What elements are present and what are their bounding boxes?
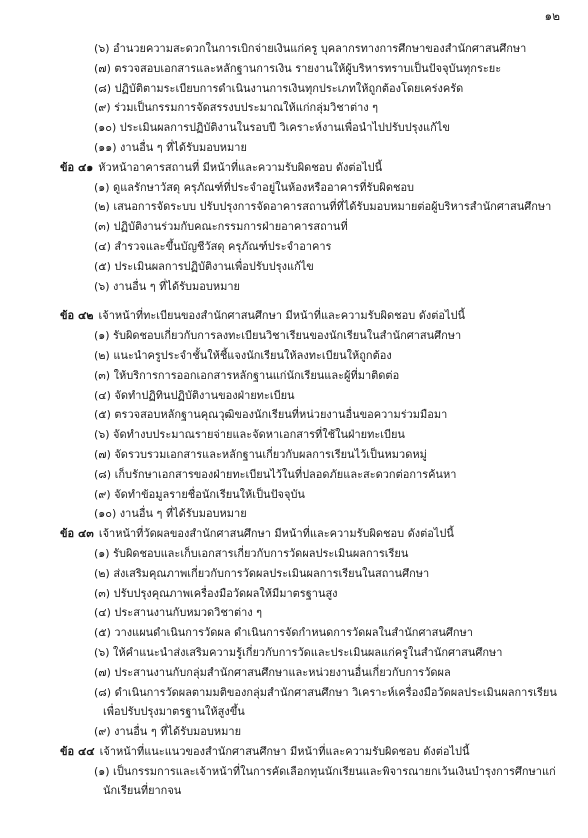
article-heading-line — [0, 524, 588, 544]
article-number: ข้อ ๔๓ — [60, 527, 94, 541]
list-item: (๕) วางแผนดำเนินการวัดผล ดำเนินการจัดกำหนดการวัดผลในสำนักศาสนศึกษา — [94, 626, 473, 640]
list-item: (๗) ประสานงานกับกลุ่มสำนักศาสนศึกษาและหน่วยงานอื่นเกี่ยวกับการวัดผล — [94, 665, 451, 679]
list-item: (๘) ปฏิบัติตามระเบียบการดำเนินงานการเงินทุกประเภทให้ถูกต้องโดยเคร่งครัด — [94, 81, 464, 95]
list-item: (๑๑) งานอื่น ๆ ที่ได้รับมอบหมาย — [94, 140, 247, 154]
article-heading-line — [0, 158, 588, 178]
list-item: (๒) แนะนำครูประจำชั้นให้ชี้แจงนักเรียนให้ลงทะเบียนให้ถูกต้อง — [94, 348, 392, 362]
list-item: (๑๐) งานอื่น ๆ ที่ได้รับมอบหมาย — [94, 507, 247, 521]
list-item: (๙) ร่วมเป็นกรรมการจัดสรรงบประมาณให้แก่กลุ่มวิชาต่าง ๆ — [94, 101, 379, 115]
list-item: (๒) ส่งเสริมคุณภาพเกี่ยวกับการวัดผลประเมินผลการเรียนในสถานศึกษา — [94, 566, 430, 580]
list-item: (๔) สำรวจและขึ้นบัญชีวัสดุ ครุภัณฑ์ประจำอาคาร — [94, 239, 332, 253]
list-item: (๗) จัดรวบรวมเอกสารและหลักฐานเกี่ยวกับผลการเรียนไว้เป็นหมวดหมู่ — [94, 447, 427, 461]
article-heading-line — [0, 742, 588, 762]
list-item: (๙) งานอื่น ๆ ที่ได้รับมอบหมาย — [94, 725, 242, 739]
list-item: (๓) ปฏิบัติงานร่วมกับคณะกรรมการฝ่ายอาคารสถานที่ — [94, 220, 348, 234]
list-item: (๒) เสนอการจัดระบบ ปรับปรุงการจัดอาคารสถานที่ที่ได้รับมอบหมายต่อผู้บริหารสำนักศาสนศึกษา — [94, 200, 552, 214]
list-item: (๑) รับผิดชอบเกี่ยวกับการลงทะเบียนวิชาเรียนของนักเรียนในสำนักศาสนศึกษา — [94, 329, 462, 343]
list-item: (๔) จัดทำปฏิทินปฏิบัติงานของฝ่ายทะเบียน — [94, 388, 295, 402]
list-item: (๑) รับผิดชอบและเก็บเอกสารเกี่ยวกับการวัดผลประเมินผลการเรียน — [94, 546, 409, 560]
article-title: หัวหน้าอาคารสถานที่ มีหน้าที่และความรับผิดชอบ ดังต่อไปนี้ — [98, 160, 383, 174]
page-number: ๑๒ — [544, 9, 560, 23]
section-spacer — [0, 296, 588, 306]
list-item: (๖) อำนวยความสะดวกในการเบิกจ่ายเงินแก่ครู บุคลากรทางการศึกษาของสำนักศาสนศึกษา — [94, 42, 527, 55]
list-item-continuation: นักเรียนที่ยากจน — [103, 784, 182, 798]
article-number: ข้อ ๔๔ — [60, 744, 95, 758]
list-item: (๓) ให้บริการการออกเอกสารหลักฐานแก่นักเรียนและผู้ที่มาติดต่อ — [94, 368, 400, 382]
list-item: (๓) ปรับปรุงคุณภาพเครื่องมือวัดผลให้มีมาตรฐานสูง — [94, 586, 338, 600]
list-item: (๗) ตรวจสอบเอกสารและหลักฐานการเงิน รายงานให้ผู้บริหารทราบเป็นปัจจุบันทุกระยะ — [94, 61, 502, 75]
list-item: (๔) ประสานงานกับหมวดวิชาต่าง ๆ — [94, 606, 263, 620]
article-number: ข้อ ๔๒ — [60, 309, 94, 323]
list-item: (๕) ประเมินผลการปฏิบัติงานเพื่อปรับปรุงแก้ไข — [94, 259, 314, 273]
list-item: (๘) เก็บรักษาเอกสารของฝ่ายทะเบียนไว้ในที่ปลอดภัยและสะดวกต่อการค้นหา — [94, 467, 457, 481]
list-item: (๘) ดำเนินการวัดผลตามมติของกลุ่มสำนักศาสนศึกษา วิเคราะห์เครื่องมือวัดผลประเมินผลการเรียน — [94, 685, 557, 699]
article-heading-line — [0, 306, 588, 326]
article-title: เจ้าหน้าที่ทะเบียนของสำนักศาสนศึกษา มีหน้าที่และความรับผิดชอบ ดังต่อไปนี้ — [98, 309, 466, 323]
list-item: (๖) จัดทำงบประมาณรายจ่ายและจัดหาเอกสารที่ใช้ในฝ่ายทะเบียน — [94, 428, 405, 442]
list-item-continuation: เพื่อปรับปรุงมาตรฐานให้สูงขึ้น — [103, 705, 245, 719]
list-item: (๙) จัดทำข้อมูลรายชื่อนักเรียนให้เป็นปัจจุบัน — [94, 487, 305, 501]
article-number: ข้อ ๔๑ — [60, 160, 94, 174]
list-item: (๑) เป็นกรรมการและเจ้าหน้าที่ในการคัดเลือกทุนนักเรียนและพิจารณายกเว้นเงินบำรุงการศึกษาแก่ — [94, 764, 556, 778]
list-item: (๕) ตรวจสอบหลักฐานคุณวุฒิของนักเรียนที่หน่วยงานอื่นขอความร่วมมือมา — [94, 408, 448, 422]
list-item: (๑๐) ประเมินผลการปฏิบัติงานในรอบปี วิเคราะห์งานเพื่อนำไปปรับปรุงแก้ไข — [94, 121, 450, 135]
list-item: (๑) ดูแลรักษาวัสดุ ครุภัณฑ์ที่ประจำอยู่ในห้องหรืออาคารที่รับผิดชอบ — [94, 180, 415, 194]
list-item: (๖) ให้คำแนะนำส่งเสริมความรู้เกี่ยวกับการวัดและประเมินผลแก่ครูในสำนักศาสนศึกษา — [94, 645, 503, 659]
article-title: เจ้าหน้าที่วัดผลของสำนักศาสนศึกษา มีหน้าที่และความรับผิดชอบ ดังต่อไปนี้ — [98, 527, 454, 541]
article-title: เจ้าหน้าที่แนะแนวของสำนักศาสนศึกษา มีหน้าที่และความรับผิดชอบ ดังต่อไปนี้ — [99, 744, 470, 758]
list-item: (๖) งานอื่น ๆ ที่ได้รับมอบหมาย — [94, 279, 240, 293]
document-body — [0, 39, 588, 801]
